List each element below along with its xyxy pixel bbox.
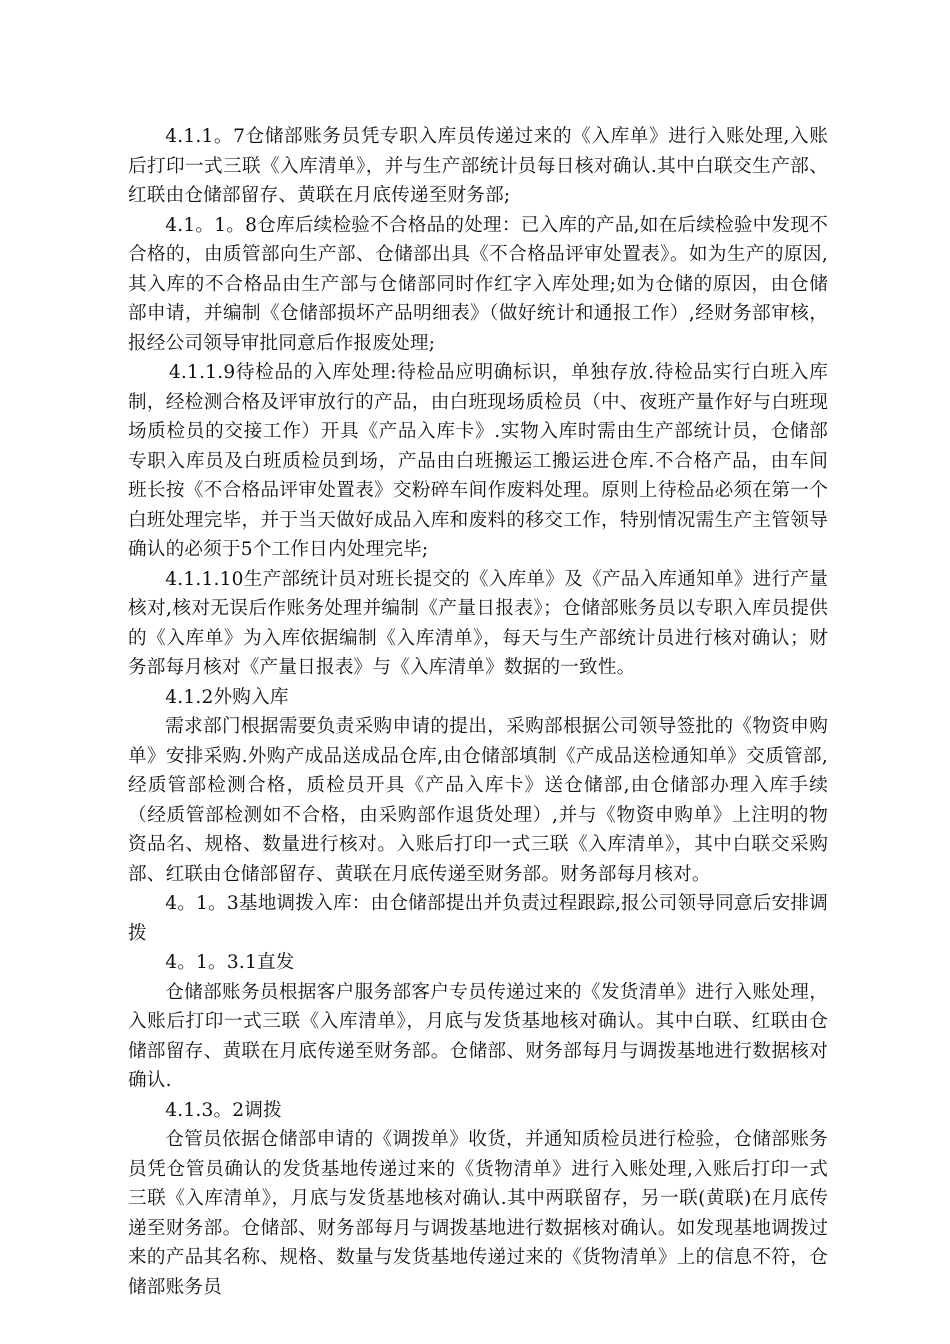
document-page [128,122,828,1302]
heading-4-1-2: 4.1.2外购入库 [165,686,289,708]
paragraph-transfer: 仓管员依据仓储部申请的《调拨单》收货，并通知质检员进行检验，仓储部账务员凭仓管员确认的发货基地传递过来的《货物清单》进行入账处理,入账后打印一式三联《入库清单》，月底与发货基地核对确认.其中两联留存，另一联(黄联)在月底传递至财务部。仓储部、财务部每月与调拨基地进行数据核对确认。如发现基地调拨过来的产品其名称、规格、数量与发货基地传递过来的《货物清单》上的信息不符，仓储部账务员 [128,1129,828,1298]
paragraph-4-1-1-9: 4.1.1.9待检品的入库处理:待检品应明确标识，单独存放.待检品实行白班入库制，经检测合格及评审放行的产品，由白班现场质检员（中、夜班产量作好与白班现场质检员的交接工作）开具《产品入库卡》.实物入库时需由生产部统计员，仓储部专职入库员及白班质检员到场，产品由白班搬运工搬运进仓库.不合格产品，由车间班长按《不合格品评审处置表》交粉碎车间作废料处理。原则上待检品必须在第一个白班处理完毕，并于当天做好成品入库和废料的移交工作，特别情况需生产主管领导确认的必须于5个工作日内处理完毕; [128,362,828,560]
paragraph-4-1-1-7: 4.1.1。7仓储部账务员凭专职入库员传递过来的《入库单》进行入账处理,入账后打印一式三联《入库清单》，并与生产部统计员每日核对确认.其中白联交生产部、红联由仓储部留存、黄联在月底传递至财务部; [128,126,828,206]
paragraph-4-1-1-8: 4.1。1。8仓库后续检验不合格品的处理：已入库的产品,如在后续检验中发现不合格的，由质管部向生产部、仓储部出具《不合格品评审处置表》。如为生产的原因,其入库的不合格品由生产部与仓储部同时作红字入库处理;如为仓储的原因，由仓储部申请，并编制《仓储部损坏产品明细表》（做好统计和通报工作）,经财务部审核，报经公司领导审批同意后作报废处理; [128,214,828,354]
paragraph-direct-delivery: 仓储部账务员根据客户服务部客户专员传递过来的《发货清单》进行入账处理，入账后打印一式三联《入库清单》，月底与发货基地核对确认。其中白联、红联由仓储部留存、黄联在月底传递至财务部。仓储部、财务部每月与调拨基地进行数据核对确认. [128,981,828,1091]
paragraph-4-1-1-10: 4.1.1.10生产部统计员对班长提交的《入库单》及《产品入库通知单》进行产量核对,核对无误后作账务处理并编制《产量日报表》；仓储部账务员以专职入库员提供的《入库单》为入库依据编制《入库清单》，每天与生产部统计员进行核对确认；财务部每月核对《产量日报表》与《入库清单》数据的一致性。 [128,568,828,678]
heading-4-1-3-2: 4.1.3。2调拨 [165,1099,282,1121]
paragraph-4-1-3: 4。1。3基地调拨入库：由仓储部提出并负责过程跟踪,报公司领导同意后安排调拨 [128,893,828,944]
paragraph-external-purchase: 需求部门根据需要负责采购申请的提出，采购部根据公司领导签批的《物资申购单》安排采购.外购产成品送成品仓库,由仓储部填制《产成品送检通知单》交质管部,经质管部检测合格，质检员开具《产品入库卡》送仓储部,由仓储部办理入库手续（经质管部检测如不合格，由采购部作退货处理）,并与《物资申购单》上注明的物资品名、规格、数量进行核对。入账后打印一式三联《入库清单》，其中白联交采购部、红联由仓储部留存、黄联在月底传递至财务部。财务部每月核对。 [128,716,828,885]
heading-4-1-3-1: 4。1。3.1直发 [165,952,295,973]
